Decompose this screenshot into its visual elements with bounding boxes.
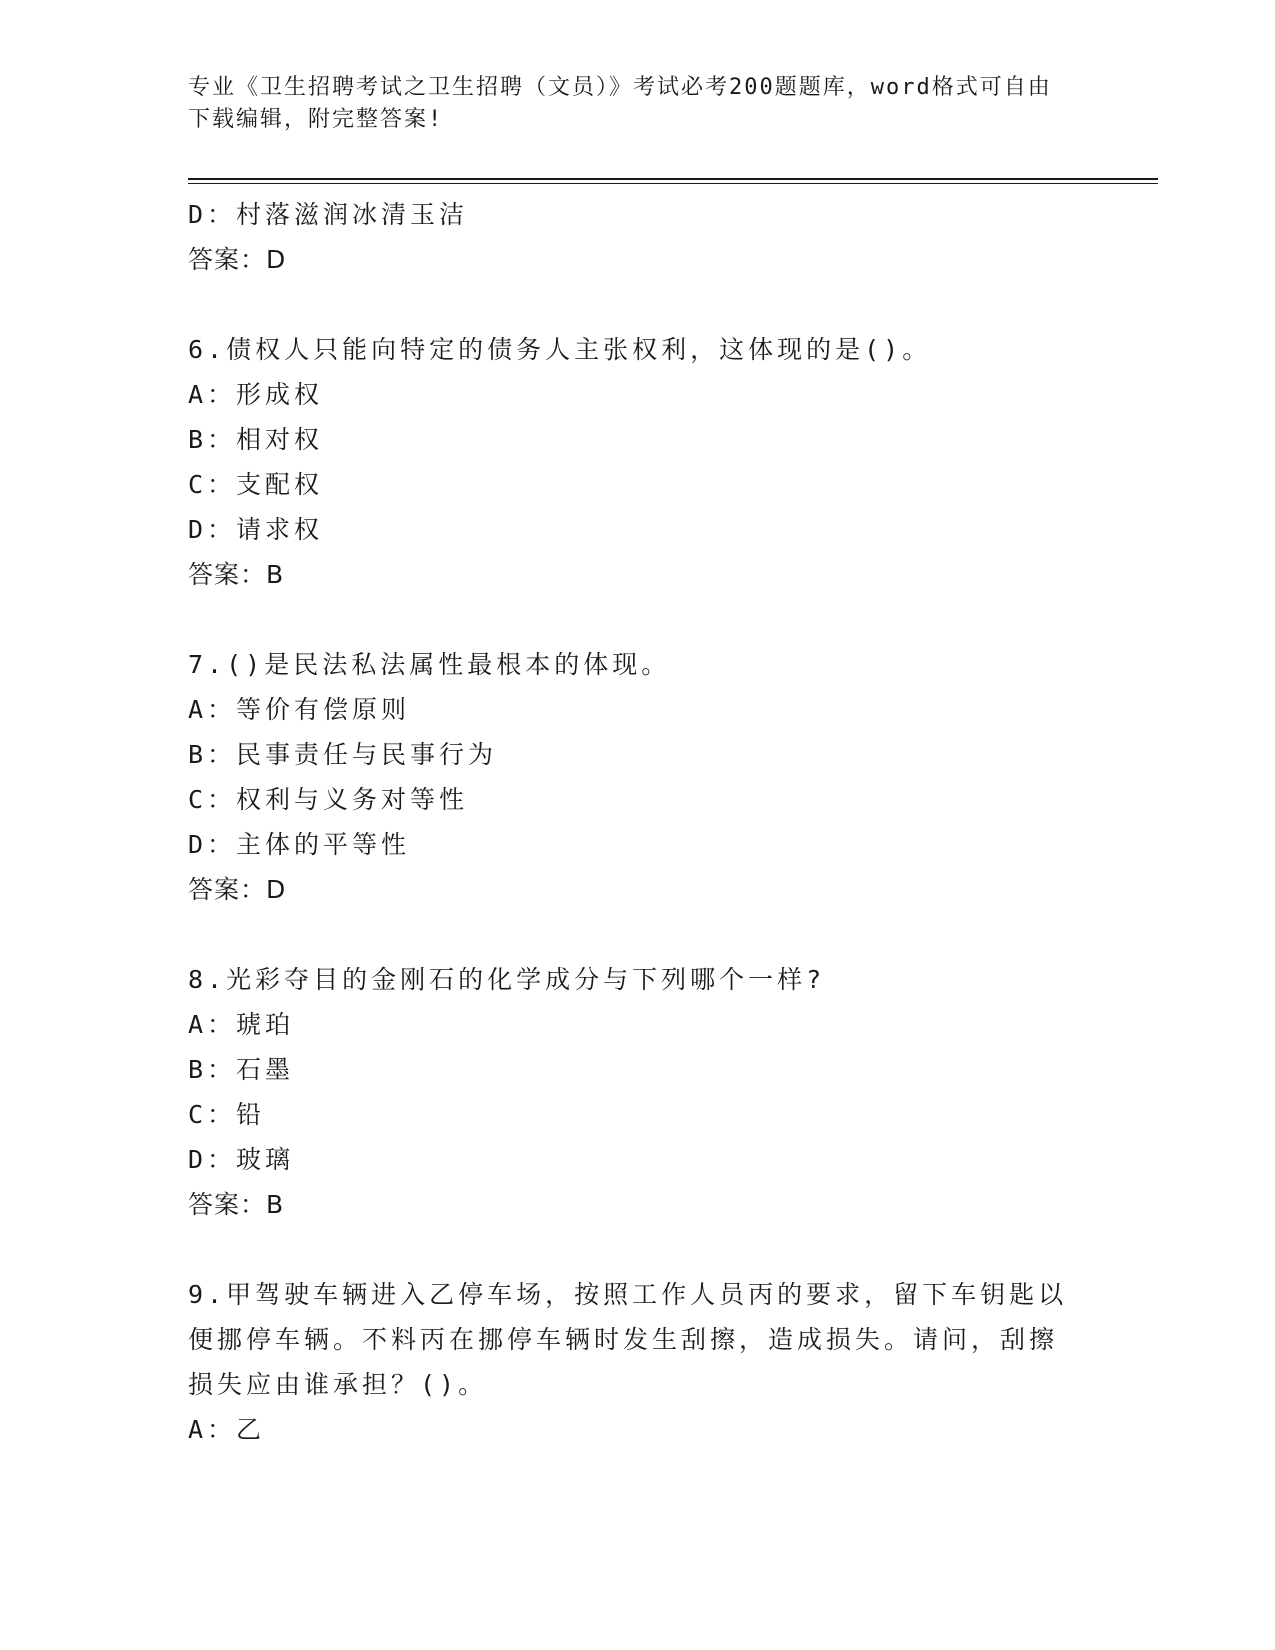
answer-line: 答案：B [188,1190,285,1219]
question-text: 7.()是民法私法属性最根本的体现。 [188,650,671,679]
question-text: 9.甲驾驶车辆进入乙停车场，按照工作人员丙的要求，留下车钥匙以便挪停车辆。不料丙在挪停车辆时发生刮擦，造成损失。请问，刮擦损失应由谁承担？()。 [188,1280,1068,1399]
option-a: A：乙 [188,1415,266,1444]
question-text: 6.债权人只能向特定的债务人主张权利，这体现的是()。 [188,335,932,364]
option-d: D：玻璃 [188,1145,295,1174]
spacer [188,1227,1068,1272]
option-b: B：相对权 [188,425,324,454]
question-block-9 [188,1272,1068,1452]
answer-line: 答案：D [188,875,287,904]
spacer [188,597,1068,642]
answer-line: 答案：B [188,560,285,589]
question-list [188,192,1068,1452]
option-d: D：主体的平等性 [188,830,411,859]
option-d: D：请求权 [188,515,324,544]
document-header: 专业《卫生招聘考试之卫生招聘（文员）》考试必考200题题库，word格式可自由下载编辑，附完整答案! [188,75,1052,132]
question-block-8 [188,957,1068,1227]
spacer [188,912,1068,957]
spacer [188,282,1068,327]
option-c: C：支配权 [188,470,324,499]
header-rule-thin [188,183,1158,184]
option-c: C：权利与义务对等性 [188,785,469,814]
option-a: A：形成权 [188,380,324,409]
question-text: 8.光彩夺目的金刚石的化学成分与下列哪个一样? [188,965,826,994]
option-a: A：琥珀 [188,1010,295,1039]
option-c: C：铅 [188,1100,266,1129]
header-rule-thick [188,178,1158,180]
option-b: B：民事责任与民事行为 [188,740,498,769]
option-b: B：石墨 [188,1055,295,1084]
answer-line: 答案：D [188,245,287,274]
question-block-7 [188,642,1068,912]
option-a: A：等价有偿原则 [188,695,411,724]
option-d: D：村落滋润冰清玉洁 [188,200,469,229]
question-block-6 [188,327,1068,597]
question-block-5-tail [188,192,1068,282]
